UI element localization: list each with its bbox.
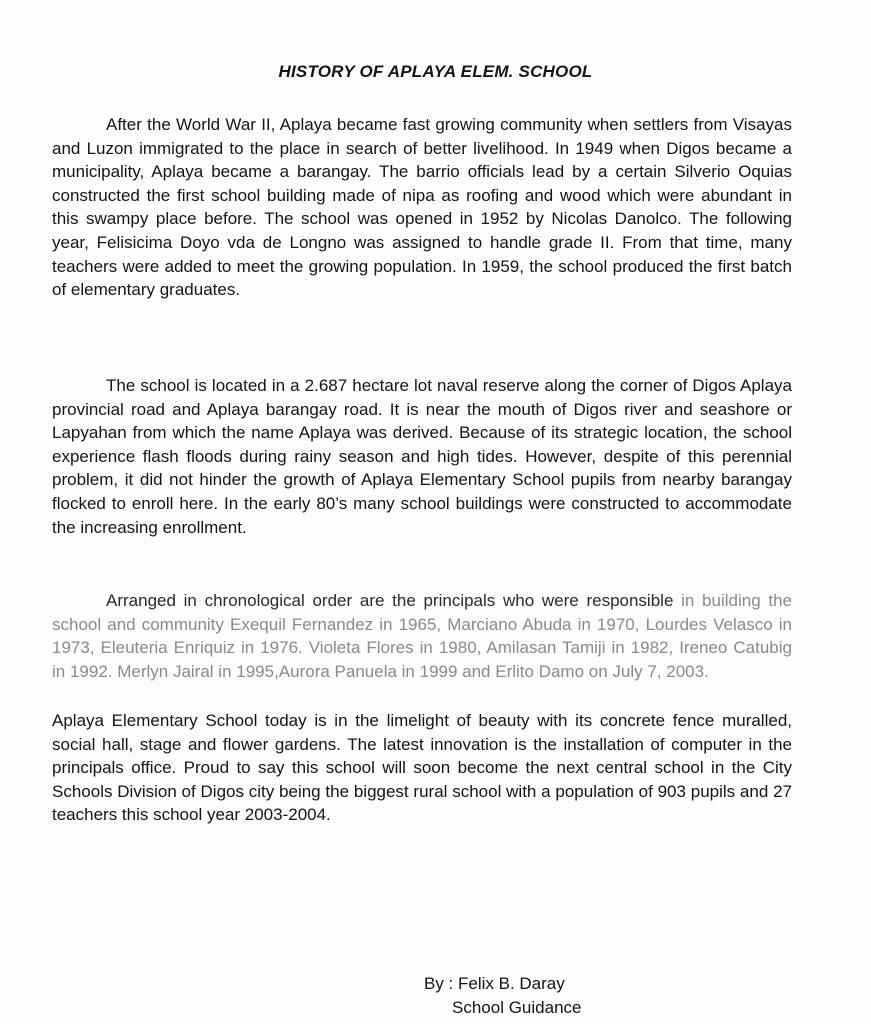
signature-author: By : Felix B. Daray [424, 974, 565, 993]
signature-position: School Guidance [452, 998, 582, 1017]
paragraph-principals-list: in building the school and community Exequil Fernandez in 1965, Marciano Abuda in 1970, Lourdes Velasco in 1973, Eleuteria Enriquiz in 1976. Violeta Flores in 1980, Amilasan Tamiji in 1982, Ireneo Catubig in 1992. Merlyn Jairal in 1995,Aurora Panuela in 1999 and Erlito Damo on July 7, 2003. [52, 591, 793, 681]
paragraph-principals-lead: Arranged in chronological order are the principals who were responsible [106, 591, 674, 610]
signature-block [424, 972, 581, 1020]
paragraph-history: After the World War II, Aplaya became fast growing community when settlers from Visayas and Luzon immigrated to the place in search of better livelihood. In 1949 when Digos became a municipality, Aplaya became a barangay. The barrio officials lead by a certain Silverio Oquias constructed the first school building made of nipa as roofing and wood which were abundant in this swampy place before. The school was opened in 1952 by Nicolas Danolco. The following year, Felisicima Doyo vda de Longno was assigned to handle grade II. From that time, many teachers were added to meet the growing population. In 1959, the school produced the first batch of elementary graduates. [52, 115, 792, 300]
paragraph-principals [52, 589, 792, 683]
document-title: HISTORY OF APLAYA ELEM. SCHOOL [278, 62, 593, 81]
paragraph-location: The school is located in a 2.687 hectare lot naval reserve along the corner of Digos Aplaya provincial road and Aplaya barangay road. It is near the mouth of Digos river and seashore or Lapyahan from which the name Aplaya was derived. Because of its strategic location, the school experience flash floods during rainy season and high tides. However, despite of this perennial problem, it did not hinder the growth of Aplaya Elementary School pupils from nearby barangay flocked to enroll here. In the early 80’s many school buildings were constructed to accommodate the increasing enrollment. [52, 376, 792, 537]
paragraph-today: Aplaya Elementary School today is in the limelight of beauty with its concrete fence muralled, social hall, stage and flower gardens. The latest innovation is the installation of computer in the principals office. Proud to say this school will soon become the next central school in the City Schools Division of Digos city being the biggest rural school with a population of 903 pupils and 27 teachers this school year 2003-2004. [52, 711, 792, 825]
